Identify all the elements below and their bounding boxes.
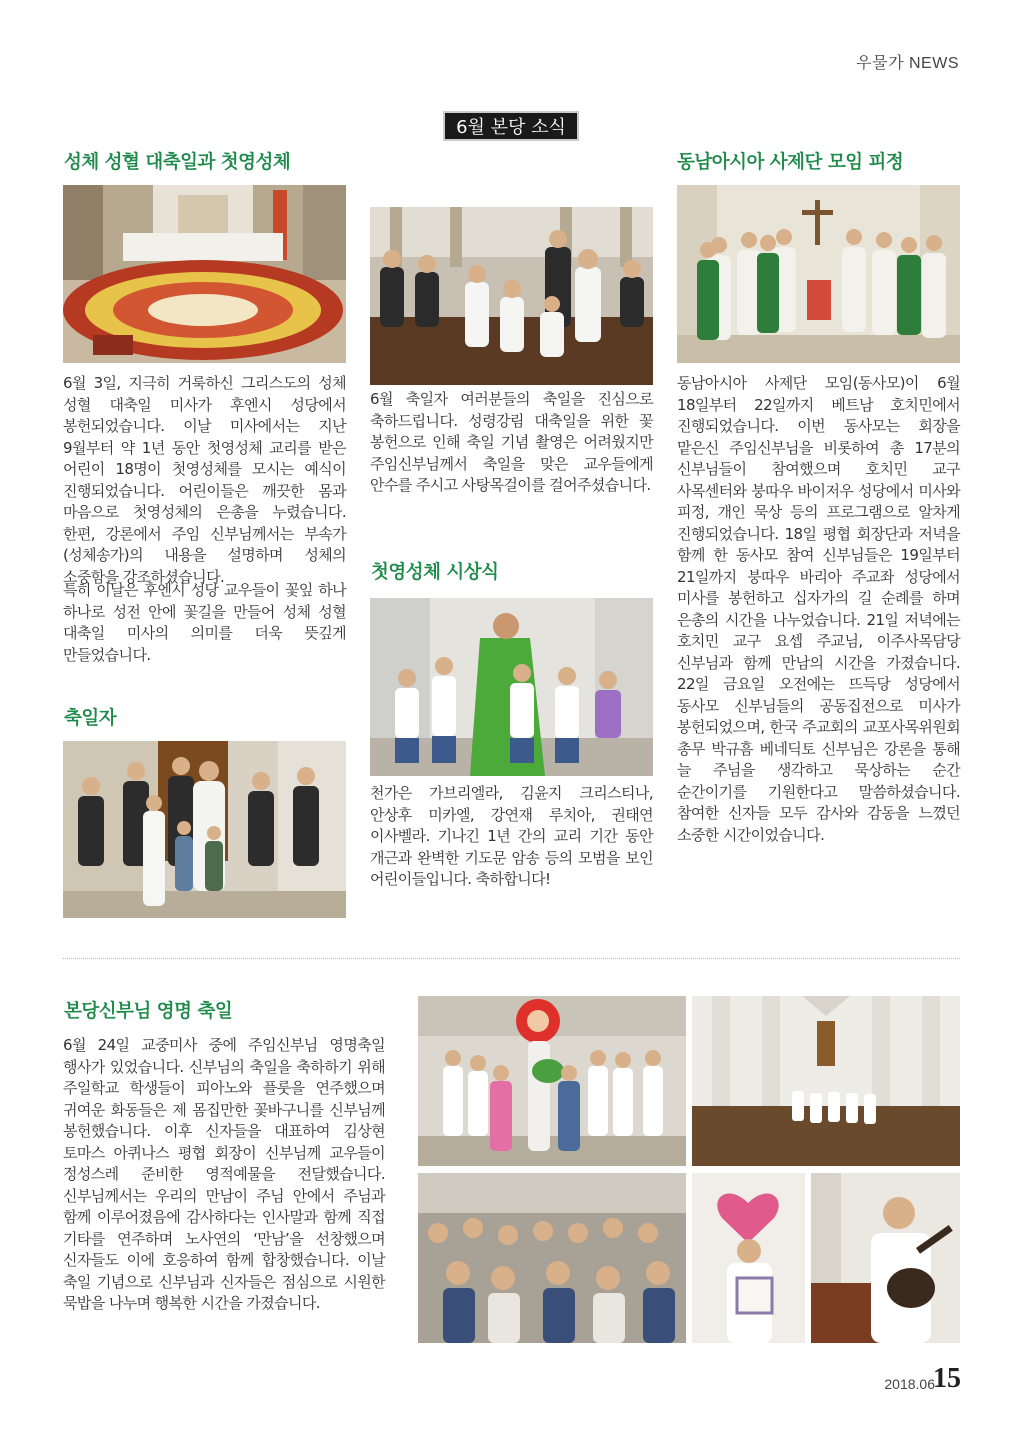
photo-pastor-gift <box>692 1173 805 1343</box>
photo-congregation-clapping <box>418 1173 686 1343</box>
photo-feast-day-group <box>63 741 346 918</box>
body-sea-priests: 동남아시아 사제단 모임(동사모)이 6월 18일부터 22일까지 베트남 호치민에서 진행되었습니다. 이번 동사모는 회장을 맡은신 주임신부님을 비롯하여 총 17분의 신부님들이 참여했으며 호치민 교구 사목센터와 붕따우 바이저우 성당에서 미사와 피정, 개인 묵상 등의 프로그램으로 알차게 진행되었습니다. 18일 평협 회장단과 저녁을 함께 한 동사모 참여 신부님들은 19일부터 21일까지 붕따우 바리아 주교좌 성당에서 미사를 봉헌하고 십자가의 길 순례를 하며 은총의 시간을 나누었습니다. 21일 저녁에는 호치민 교구 요셉 주교님, 이주사목담당 신부님과 함께 만남의 시간을 가졌습니다. 22일 금요일 오전에는 뜨득당 성당에서 동사모 신부님들의 공동집전으로 미사가 봉헌되었으며, 한국 주교회의 교포사목위원회 총무 박규흠 베네딕토 신부님은 강론을 통해 늘 주님을 생각하고 묵상하는 순간 순간이기를 기원한다고 말씀하셨습니다. 참여한 신자들 모두 감사와 감동을 느꼈던 소중한 시간이었습니다. <box>677 374 960 844</box>
photo-feast-day-blessing <box>370 207 653 385</box>
heading-first-communion-feast: 성체 성혈 대축일과 첫영성체 <box>64 152 291 173</box>
footer-date: 2018.06 <box>884 1376 935 1392</box>
body-communion-awards: 천가은 가브리엘라, 김윤지 크리스티나, 안상후 미카엘, 강연재 루치아, 권태연 이사벨라. 기나긴 1년 간의 교리 기간 동안 개근과 완벽한 기도문 암송 등의 모범을 보인 어린이들입니다. 축하합니다! <box>370 784 653 888</box>
page-number: 15 <box>933 1363 961 1394</box>
photo-communion-awards <box>370 598 653 776</box>
body-pastor-feast: 6월 24일 교중미사 중에 주임신부님 영명축일 행사가 있었습니다. 신부님의 축일을 축하하기 위해 주일학교 학생들이 피아노와 플룻을 연주했으며 귀여운 화동들은 제 몸집만한 꽃바구니를 신부님께 봉헌했습니다. 이후 신자들을 대표하여 김상현 토마스 아퀴나스 평협 회장이 신부님께 교우들이 정성스레 준비한 영적예물을 전달했습니다. 신부님께서는 우리의 만남이 주님 안에서 주님과 함께 이루어졌음에 감사하다는 인사말과 함께 직접 기타를 연주하며 노사연의 ‘만남’을 선창했으며 신자들도 이에 호응하여 함께 합창했습니다. 이날 축일 기념으로 신부님과 신자들은 점심으로 시원한 묵밥을 나누며 행복한 시간을 가졌습니다. <box>63 1036 385 1312</box>
heading-pastor-feast: 본당신부님 영명 축일 <box>64 1001 233 1022</box>
photo-pastor-guitar <box>811 1173 960 1343</box>
page-banner-title: 6월 본당 소식 <box>443 111 579 141</box>
body-feast-day: 6월 축일자 여러분들의 축일을 진심으로 축하드립니다. 성령강림 대축일을 위한 꽃 봉헌으로 인해 축일 기념 촬영은 어려웠지만 주임신부님께서 축일을 맞은 교우들에게 안수를 주시고 사탕목걸이를 걸어주셨습니다. <box>370 390 653 494</box>
heading-communion-awards: 첫영성체 시상식 <box>371 562 499 583</box>
section-divider <box>63 958 960 959</box>
body2-first-communion-feast: 특히 이날은 후엔시 성당 교우들이 꽃잎 하나 하나로 성전 안에 꽃길을 만들어 성체 성혈 대축일 미사의 의미를 더욱 뜻깊게 만들었습니다. <box>63 581 346 664</box>
heading-sea-priests: 동남아시아 사제단 모임 피정 <box>677 152 904 173</box>
photo-flower-carpet-altar <box>63 185 346 363</box>
section-tag: 우물가 NEWS <box>856 55 959 72</box>
photo-church-interior <box>692 996 960 1166</box>
photo-priests-gathering <box>677 185 960 363</box>
body-first-communion-feast: 6월 3일, 지극히 거룩하신 그리스도의 성체 성혈 대축일 미사가 후엔시 성당에서 봉헌되었습니다. 이날 미사에서는 지난 9월부터 약 1년 동안 첫영성체 교리를 받은 어린이 18명이 첫영성체를 모시는 예식이 진행되었습니다. 어린이들은 깨끗한 몸과 마음으로 첫영성체의 은총을 누렸습니다. 한편, 강론에서 주임 신부님께서는 부속가(성체송가)의 내용을 설명하며 성체의 소중함을 강조하셨습니다. <box>63 374 346 586</box>
photo-flower-children <box>418 996 686 1166</box>
heading-feast-day: 축일자 <box>64 708 117 729</box>
